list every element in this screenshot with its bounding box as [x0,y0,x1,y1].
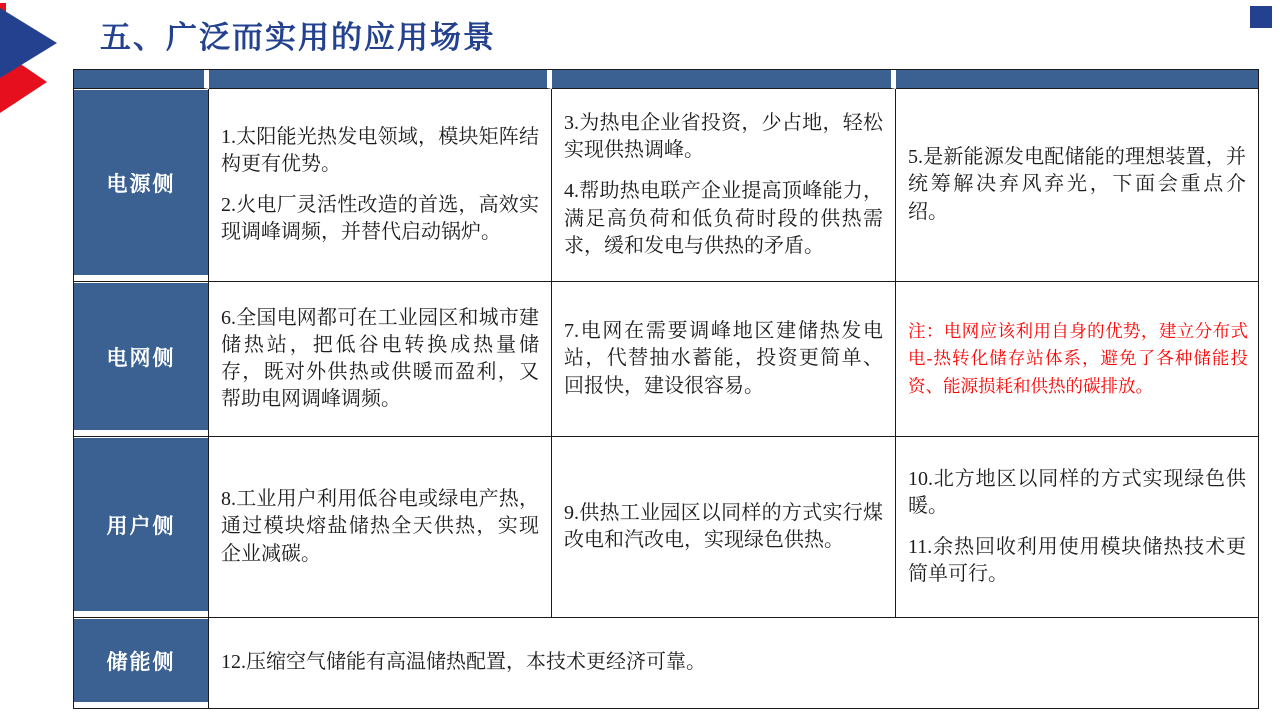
table-cell [896,89,1258,282]
table-cell [552,437,896,618]
cell-paragraph: 3.为热电企业省投资，少占地，轻松实现供热调峰。 [564,112,883,162]
cell-paragraph: 8.工业用户利用低谷电或绿电产热，通过模块熔盐储热全天供热，实现企业减碳。 [221,488,539,565]
table-header-cell [74,70,209,89]
cell-paragraph: 2.火电厂灵活性改造的首选，高效实现调峰调频，并替代启动锅炉。 [221,194,539,244]
table-cell-merged [209,618,1258,708]
table-cell-note [896,282,1258,437]
cell-paragraph: 9.供热工业园区以同样的方式实行煤改电和汽改电，实现绿色供热。 [564,501,883,551]
cell-paragraph: 6.全国电网都可在工业园区和城市建储热站，把低谷电转换成热量储存，既对外供热或供暖而盈利，又帮助电网调峰调频。 [221,306,539,411]
row-label-text: 电网侧 [74,283,208,430]
table-header-cell [896,70,1258,89]
cell-paragraph: 11.余热回收利用使用模块储热技术更简单可行。 [908,536,1246,586]
row-label-power-source-side [74,89,209,282]
cell-paragraph: 5.是新能源发电配储能的理想装置，并统筹解决弃风弃光，下面会重点介绍。 [908,146,1246,223]
page-title: 五、广泛而实用的应用场景 [100,20,496,55]
cell-paragraph: 4.帮助热电联产企业提高顶峰能力，满足高负荷和低负荷时段的供热需求，缓和发电与供热的矛盾。 [564,180,883,257]
table-cell [552,282,896,437]
table-cell [552,89,896,282]
table-cell [209,89,552,282]
cell-paragraph: 12.压缩空气储能有高温储热配置，本技术更经济可靠。 [221,651,706,674]
table-header-cell [552,70,896,89]
row-label-text: 用户侧 [74,438,208,611]
row-label-grid-side [74,282,209,437]
cell-paragraph: 10.北方地区以同样的方式实现绿色供暖。 [908,467,1246,517]
table-header-cell [209,70,552,89]
table-cell [209,437,552,618]
application-scenarios-table [73,69,1259,709]
cell-paragraph: 1.太阳能光热发电领域，模块矩阵结构更有优势。 [221,125,539,175]
cell-paragraph: 7.电网在需要调峰地区建储热发电站，代替抽水蓄能，投资更简单、回报快，建设很容易。 [564,320,883,397]
table-cell [209,282,552,437]
row-label-text: 储能侧 [74,619,208,702]
row-label-storage-side [74,618,209,708]
note-paragraph: 注：电网应该利用自身的优势，建立分布式电-热转化储存站体系，避免了各种储能投资、能源损耗和供热的碳排放。 [908,321,1248,396]
corner-arrow-icon [0,0,70,125]
row-label-text: 电源侧 [74,90,208,275]
table-cell [896,437,1258,618]
corner-square-decoration [1250,6,1272,28]
row-label-user-side [74,437,209,618]
